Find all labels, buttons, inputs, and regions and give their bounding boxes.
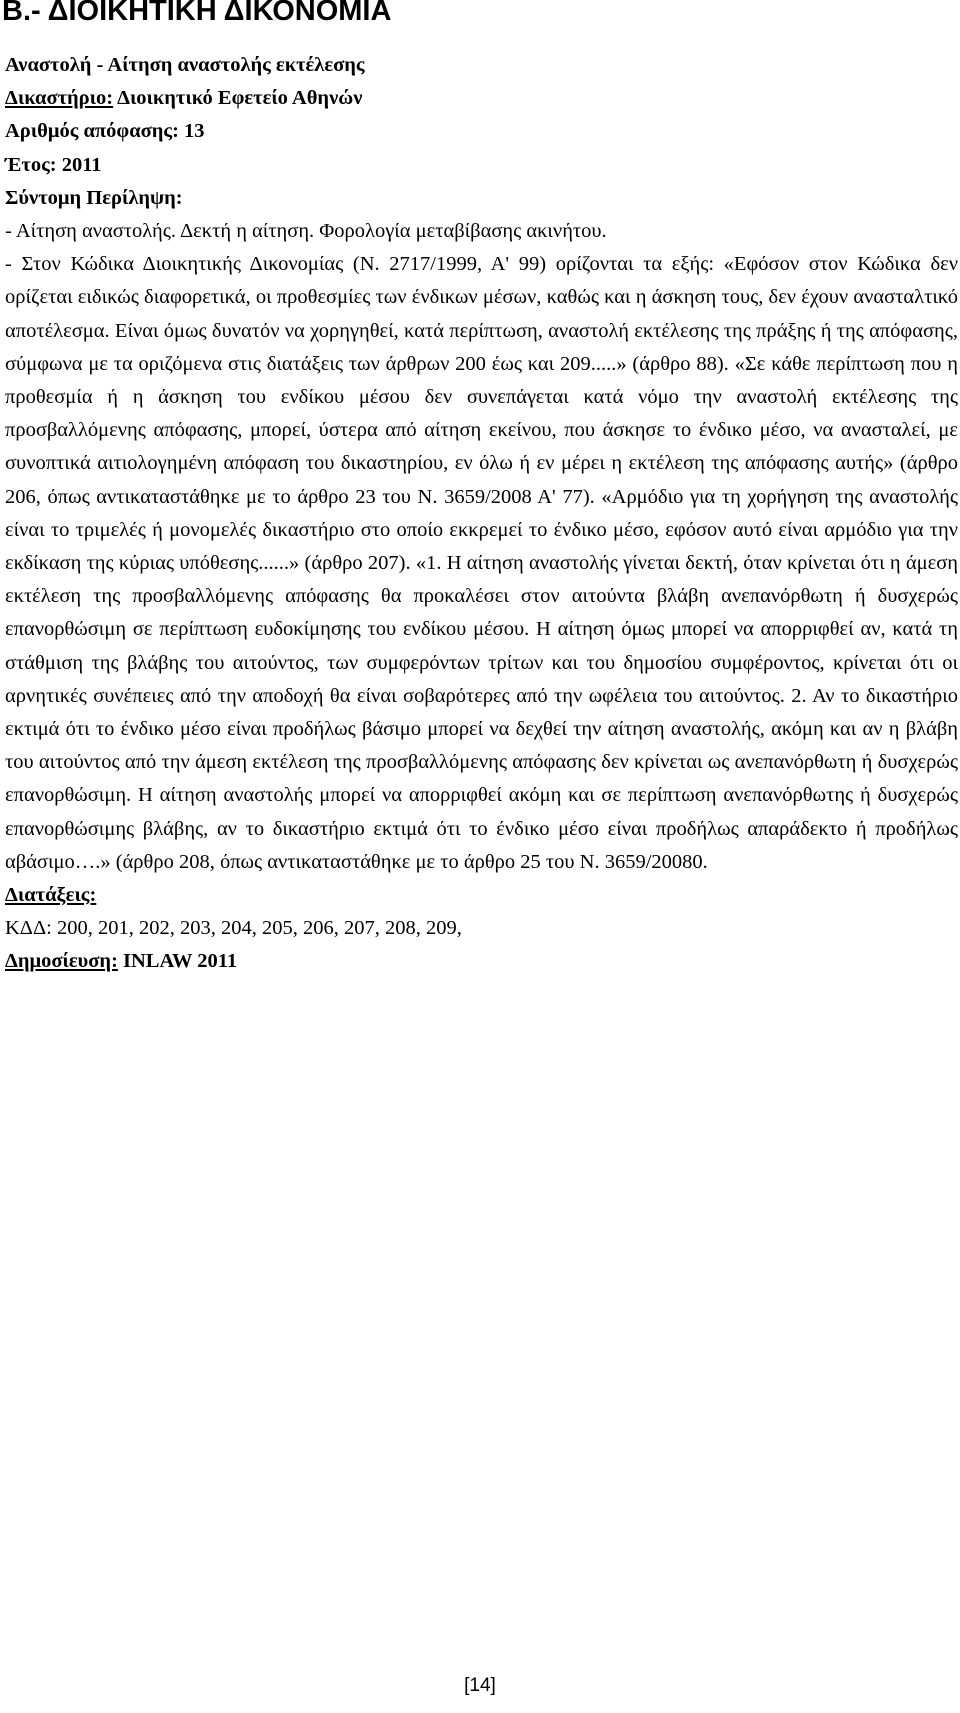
court-value: Διοικητικό Εφετείο Αθηνών (113, 87, 363, 110)
year-value: 2011 (56, 153, 102, 176)
case-entry (5, 49, 958, 979)
court-line (5, 82, 958, 115)
case-subject-title: Αναστολή - Αίτηση αναστολής εκτέλεσης (5, 54, 365, 76)
decision-number-value: 13 (178, 120, 205, 143)
decision-number-line (5, 115, 958, 148)
year-line (5, 149, 958, 182)
court-label: Δικαστήριο: (5, 87, 114, 110)
summary-first-line: - Αίτηση αναστολής. Δεκτή η αίτηση. Φορολογία μεταβίβασης ακινήτου. (5, 220, 607, 243)
decision-number-label: Αριθμός απόφασης: (5, 120, 179, 143)
page-number: [14] (464, 1675, 496, 1696)
publication-line (5, 945, 958, 978)
publication-label: Δημοσίευση: (5, 950, 118, 973)
summary-label: Σύντομη Περίληψη: (5, 186, 183, 209)
provisions-label: Διατάξεις: (5, 884, 97, 907)
year-label: Έτος: (5, 153, 57, 176)
publication-value: INLAW 2011 (117, 950, 238, 973)
summary-body: - Στον Κώδικα Διοικητικής Δικονομίας (Ν. 2717/1999, Α' 99) ορίζονται τα εξής: «Εφόσον στον Κώδικα δεν ορίζεται ειδικώς διαφορετικά, οι προθεσμίες των ένδικων μέσων, καθώς και η άσκηση τους, δεν έχουν ανασταλτικό αποτέλεσμα. Είναι όμως δυνατόν να χορηγηθεί, κατά περίπτωση, αναστολή εκτέλεσης της πράξης ή της απόφασης, σύμφωνα με τα οριζόμενα στις διατάξεις των άρθρων 200 έως και 209.....» (άρθρο 88). «Σε κάθε περίπτωση που η προθεσμία ή η άσκηση του ενδίκου μέσου δεν συνεπάγεται κατά νόμο την αναστολή εκτέλεσης της προσβαλλόμενης απόφασης, μπορεί, ύστερα από αίτηση εκείνου, που άσκησε το ένδικο μέσο, να ανασταλεί, με συνοπτικά αιτιολογημένη απόφαση του δικαστηρίου, εν όλω ή εν μέρει η εκτέλεση της απόφασης αυτής» (άρθρο 206, όπως αντικαταστάθηκε με το άρθρο 23 του Ν. 3659/2008 Α' 77). «Αρμόδιο για τη χορήγηση της αναστολής είναι το τριμελές ή μονομελές δικαστήριο στο οποίο εκκρεμεί το ένδικο μέσο, εφόσον αυτό είναι αρμόδιο για την εκδίκαση της κύριας υπόθεσης......» (άρθρο 207). «1. Η αίτηση αναστολής γίνεται δεκτή, όταν κρίνεται ότι η άμεση εκτέλεση της προσβαλλόμενης απόφασης θα προκαλέσει στον αιτούντα βλάβη ανεπανόρθωτη ή δυσχερώς επανορθώσιμη σε περίπτωση ευδοκίμησης του ενδίκου μέσου. Η αίτηση όμως μπορεί να απορριφθεί αν, κατά τη στάθμιση της βλάβης του αιτούντος, των συμφερόντων τρίτων και του δημοσίου συμφέροντος, κρίνεται ότι οι αρνητικές συνέπειες από την αποδοχή θα είναι σοβαρότερες από την ωφέλεια του αιτούντος. 2. Αν το δικαστήριο εκτιμά ότι το ένδικο μέσο είναι προδήλως βάσιμο μπορεί να δεχθεί την αίτηση αναστολής, ακόμη και αν η βλάβη του αιτούντος από την άμεση εκτέλεση της προσβαλλόμενης απόφασης δεν κρίνεται ως ανεπανόρθωτη ή δυσχερώς επανορθώσιμη. Η αίτηση αναστολής μπορεί να απορριφθεί ακόμη και σε περίπτωση ανεπανόρθωτης ή δυσχερώς επανορθώσιμης βλάβης, αν το δικαστήριο εκτιμά ότι το ένδικο μέσο είναι προδήλως απαράδεκτο ή προδήλως αβάσιμο….» (άρθρο 208, όπως αντικαταστάθηκε με το άρθρο 25 του Ν. 3659/20080. (5, 253, 958, 873)
provisions-text: ΚΔΔ: 200, 201, 202, 203, 204, 205, 206, 207, 208, 209, (5, 917, 462, 940)
section-title: Β.- ΔΙΟΙΚΗΤΙΚΗ ΔΙΚΟΝΟΜΙΑ (2, 0, 392, 27)
